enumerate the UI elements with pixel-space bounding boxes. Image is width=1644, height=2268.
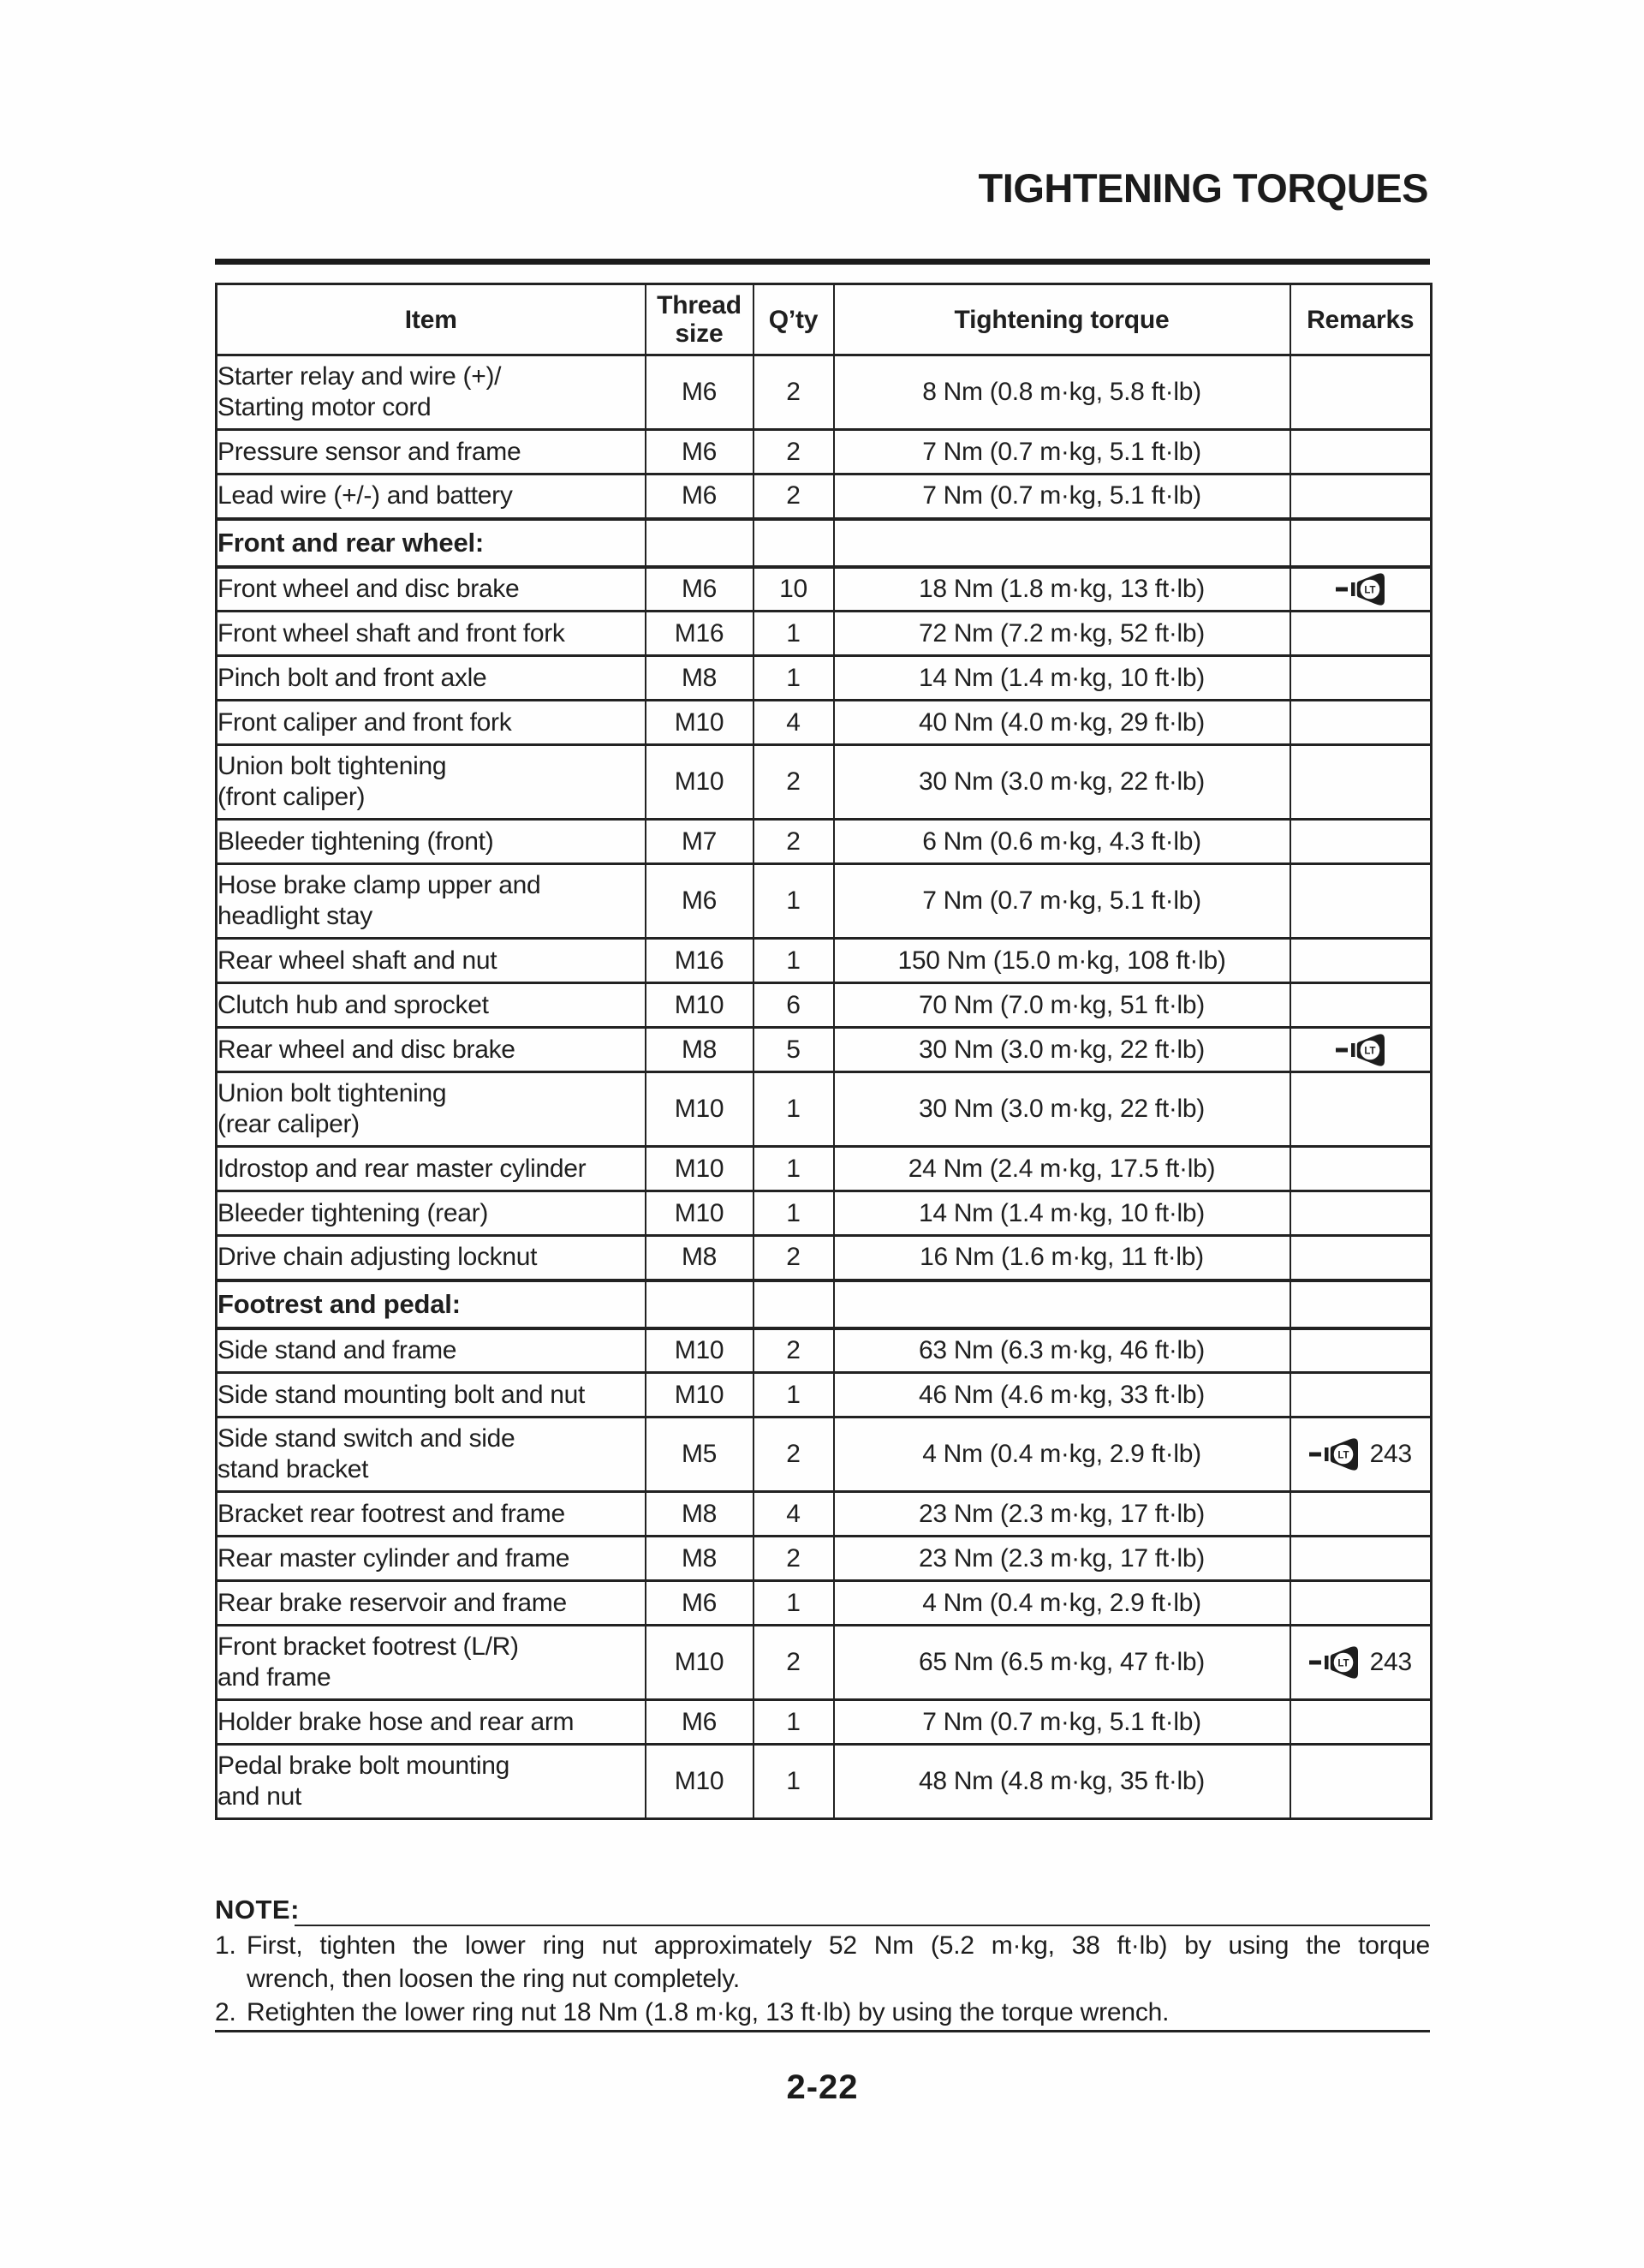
torque-cell: 48 Nm (4.8 m·kg, 35 ft·lb) — [834, 1745, 1290, 1819]
qty-cell: 2 — [754, 430, 834, 474]
thread-size-cell: M8 — [646, 1028, 754, 1072]
thread-size-cell: M6 — [646, 567, 754, 612]
note-item-line: wrench, then loosen the ring nut completely. — [247, 1965, 740, 1993]
loctite-label: LT — [1337, 1450, 1349, 1461]
item-cell: Rear master cylinder and frame — [217, 1537, 646, 1581]
item-cell: Lead wire (+/-) and battery — [217, 474, 646, 519]
thread-size-cell: M8 — [646, 656, 754, 701]
thread-size-cell: M6 — [646, 864, 754, 939]
item-cell: Clutch hub and sprocket — [217, 983, 646, 1028]
remarks-cell — [1290, 701, 1432, 745]
qty-cell: 10 — [754, 567, 834, 612]
qty-cell — [754, 1280, 834, 1328]
torque-table-body — [217, 355, 1432, 1819]
thread-size-cell: M5 — [646, 1418, 754, 1492]
item-cell: Pinch bolt and front axle — [217, 656, 646, 701]
item-cell: Front wheel shaft and front fork — [217, 612, 646, 656]
item-cell: Front wheel and disc brake — [217, 567, 646, 612]
qty-cell: 1 — [754, 1745, 834, 1819]
header-qty: Q’ty — [754, 284, 834, 355]
remarks-cell — [1290, 1072, 1432, 1147]
loctite-icon — [1309, 1644, 1359, 1681]
torque-cell: 7 Nm (0.7 m·kg, 5.1 ft·lb) — [834, 474, 1290, 519]
qty-cell: 1 — [754, 656, 834, 701]
loctite-icon — [1309, 1435, 1359, 1473]
remarks-cell — [1290, 1236, 1432, 1280]
item-cell: Front caliper and front fork — [217, 701, 646, 745]
loctite-drop-dash — [1336, 1047, 1348, 1052]
table-row — [217, 1373, 1432, 1418]
note-label: NOTE: — [215, 1895, 300, 1925]
thread-size-cell: M6 — [646, 1581, 754, 1626]
torque-cell: 4 Nm (0.4 m·kg, 2.9 ft·lb) — [834, 1581, 1290, 1626]
thread-size-cell: M10 — [646, 1745, 754, 1819]
item-cell: Rear wheel and disc brake — [217, 1028, 646, 1072]
thread-size-cell: M10 — [646, 983, 754, 1028]
item-cell: Rear brake reservoir and frame — [217, 1581, 646, 1626]
remarks-cell — [1290, 474, 1432, 519]
qty-cell: 2 — [754, 1626, 834, 1700]
header-thread-size: Thread size — [646, 284, 754, 355]
item-cell: Front and rear wheel: — [217, 519, 646, 567]
qty-cell: 1 — [754, 864, 834, 939]
torque-cell: 46 Nm (4.6 m·kg, 33 ft·lb) — [834, 1373, 1290, 1418]
remarks-cell — [1290, 1537, 1432, 1581]
table-row — [217, 745, 1432, 820]
thread-size-cell: M10 — [646, 1328, 754, 1373]
thread-size-cell: M10 — [646, 1147, 754, 1191]
torque-cell: 30 Nm (3.0 m·kg, 22 ft·lb) — [834, 1028, 1290, 1072]
table-row — [217, 1700, 1432, 1745]
remarks-cell — [1290, 1373, 1432, 1418]
qty-cell: 5 — [754, 1028, 834, 1072]
thread-size-cell: M8 — [646, 1236, 754, 1280]
table-row — [217, 1236, 1432, 1280]
thread-size-cell: M6 — [646, 430, 754, 474]
qty-cell: 1 — [754, 1373, 834, 1418]
item-cell: Drive chain adjusting locknut — [217, 1236, 646, 1280]
thread-size-cell — [646, 1280, 754, 1328]
qty-cell: 1 — [754, 1581, 834, 1626]
thread-size-cell: M6 — [646, 474, 754, 519]
torque-cell: 23 Nm (2.3 m·kg, 17 ft·lb) — [834, 1537, 1290, 1581]
thread-size-cell: M10 — [646, 701, 754, 745]
qty-cell — [754, 519, 834, 567]
note-item-line: Retighten the lower ring nut 18 Nm (1.8 m·kg, 13 ft·lb) by using the torque wrench. — [247, 1998, 1170, 2026]
table-row — [217, 983, 1432, 1028]
item-cell: Side stand mounting bolt and nut — [217, 1373, 646, 1418]
torque-cell: 8 Nm (0.8 m·kg, 5.8 ft·lb) — [834, 355, 1290, 430]
remarks-cell — [1290, 745, 1432, 820]
remarks-cell — [1290, 1700, 1432, 1745]
loctite-number: 243 — [1369, 1440, 1412, 1468]
remarks-cell — [1290, 864, 1432, 939]
remarks-cell — [1290, 519, 1432, 567]
torque-cell: 14 Nm (1.4 m·kg, 10 ft·lb) — [834, 656, 1290, 701]
loctite-drop-dash — [1309, 1453, 1321, 1457]
table-row — [217, 656, 1432, 701]
qty-cell: 1 — [754, 612, 834, 656]
qty-cell: 2 — [754, 745, 834, 820]
item-cell: Side stand switch and side stand bracket — [217, 1418, 646, 1492]
torque-cell: 70 Nm (7.0 m·kg, 51 ft·lb) — [834, 983, 1290, 1028]
qty-cell: 1 — [754, 1191, 834, 1236]
thread-size-cell: M6 — [646, 355, 754, 430]
item-cell: Holder brake hose and rear arm — [217, 1700, 646, 1745]
table-row — [217, 1626, 1432, 1700]
loctite-icon — [1336, 570, 1385, 608]
torque-cell: 6 Nm (0.6 m·kg, 4.3 ft·lb) — [834, 820, 1290, 864]
note-underline — [295, 1925, 1430, 1926]
torque-cell: 7 Nm (0.7 m·kg, 5.1 ft·lb) — [834, 1700, 1290, 1745]
thread-size-cell: M8 — [646, 1537, 754, 1581]
torque-cell: 4 Nm (0.4 m·kg, 2.9 ft·lb) — [834, 1418, 1290, 1492]
note-item — [215, 1996, 1430, 2029]
note-body — [215, 1929, 1430, 2029]
remarks-cell — [1290, 1147, 1432, 1191]
table-row — [217, 701, 1432, 745]
table-row — [217, 1147, 1432, 1191]
item-cell: Pressure sensor and frame — [217, 430, 646, 474]
table-row — [217, 1072, 1432, 1147]
torque-cell: 7 Nm (0.7 m·kg, 5.1 ft·lb) — [834, 864, 1290, 939]
section-row — [217, 1280, 1432, 1328]
table-row — [217, 430, 1432, 474]
page-number: 2-22 — [786, 2068, 859, 2106]
table-row — [217, 1537, 1432, 1581]
torque-cell: 30 Nm (3.0 m·kg, 22 ft·lb) — [834, 745, 1290, 820]
torque-cell: 7 Nm (0.7 m·kg, 5.1 ft·lb) — [834, 430, 1290, 474]
remarks-cell — [1290, 1626, 1432, 1700]
thread-size-cell: M6 — [646, 1700, 754, 1745]
qty-cell: 1 — [754, 939, 834, 983]
thread-size-cell: M16 — [646, 939, 754, 983]
loctite-drop-dash — [1309, 1661, 1321, 1665]
table-row — [217, 1191, 1432, 1236]
qty-cell: 2 — [754, 1328, 834, 1373]
note-item-marker: 1. — [215, 1931, 236, 1960]
table-row — [217, 474, 1432, 519]
table-row — [217, 1328, 1432, 1373]
qty-cell: 2 — [754, 1537, 834, 1581]
loctite-nozzle-bar — [1351, 1043, 1355, 1057]
section-row — [217, 519, 1432, 567]
thread-size-cell: M7 — [646, 820, 754, 864]
table-row — [217, 1418, 1432, 1492]
table-row — [217, 820, 1432, 864]
thread-size-cell: M10 — [646, 745, 754, 820]
header-item: Item — [217, 284, 646, 355]
title-rule — [215, 259, 1430, 265]
loctite-drop-dash — [1336, 587, 1348, 591]
item-cell: Front bracket footrest (L/R) and frame — [217, 1626, 646, 1700]
table-row — [217, 567, 1432, 612]
table-row — [217, 1028, 1432, 1072]
item-cell: Starter relay and wire (+)/ Starting motor cord — [217, 355, 646, 430]
remarks-cell — [1290, 355, 1432, 430]
note-item — [215, 1929, 1430, 1996]
torque-cell: 16 Nm (1.6 m·kg, 11 ft·lb) — [834, 1236, 1290, 1280]
table-row — [217, 355, 1432, 430]
loctite-number: 243 — [1369, 1648, 1412, 1676]
qty-cell: 2 — [754, 1236, 834, 1280]
torque-cell: 24 Nm (2.4 m·kg, 17.5 ft·lb) — [834, 1147, 1290, 1191]
thread-size-cell: M10 — [646, 1191, 754, 1236]
remarks-cell — [1290, 1581, 1432, 1626]
qty-cell: 2 — [754, 355, 834, 430]
torque-cell: 150 Nm (15.0 m·kg, 108 ft·lb) — [834, 939, 1290, 983]
qty-cell: 1 — [754, 1700, 834, 1745]
remarks-cell — [1290, 656, 1432, 701]
note-item-line: First, tighten the lower ring nut approximately 52 Nm (5.2 m·kg, 38 ft·lb) by using the torque — [247, 1931, 1430, 1960]
remarks-cell — [1290, 567, 1432, 612]
item-cell: Bleeder tightening (rear) — [217, 1191, 646, 1236]
thread-size-cell: M8 — [646, 1492, 754, 1537]
thread-size-cell: M16 — [646, 612, 754, 656]
remarks-cell — [1290, 1492, 1432, 1537]
qty-cell: 1 — [754, 1072, 834, 1147]
loctite-label: LT — [1337, 1658, 1349, 1669]
item-cell: Bleeder tightening (front) — [217, 820, 646, 864]
torque-cell: 23 Nm (2.3 m·kg, 17 ft·lb) — [834, 1492, 1290, 1537]
torque-cell: 14 Nm (1.4 m·kg, 10 ft·lb) — [834, 1191, 1290, 1236]
qty-cell: 4 — [754, 701, 834, 745]
loctite-icon — [1336, 1031, 1385, 1069]
remarks-cell — [1290, 1280, 1432, 1328]
tightening-torques-table — [215, 283, 1433, 1820]
remarks-cell — [1290, 1745, 1432, 1819]
loctite-nozzle-bar — [1325, 1656, 1329, 1669]
loctite-label: LT — [1364, 585, 1376, 596]
table-row — [217, 1581, 1432, 1626]
thread-size-cell: M10 — [646, 1626, 754, 1700]
item-cell: Bracket rear footrest and frame — [217, 1492, 646, 1537]
torque-cell — [834, 1280, 1290, 1328]
qty-cell: 4 — [754, 1492, 834, 1537]
torque-cell: 40 Nm (4.0 m·kg, 29 ft·lb) — [834, 701, 1290, 745]
item-cell: Union bolt tightening (front caliper) — [217, 745, 646, 820]
note-item-marker: 2. — [215, 1998, 236, 2026]
item-cell: Side stand and frame — [217, 1328, 646, 1373]
thread-size-cell — [646, 519, 754, 567]
torque-cell: 18 Nm (1.8 m·kg, 13 ft·lb) — [834, 567, 1290, 612]
remarks-cell — [1290, 1418, 1432, 1492]
remarks-cell — [1290, 430, 1432, 474]
torque-cell: 65 Nm (6.5 m·kg, 47 ft·lb) — [834, 1626, 1290, 1700]
header-remarks: Remarks — [1290, 284, 1432, 355]
qty-cell: 2 — [754, 820, 834, 864]
thread-size-cell: M10 — [646, 1373, 754, 1418]
qty-cell: 6 — [754, 983, 834, 1028]
remarks-cell — [1290, 1191, 1432, 1236]
table-row — [217, 1745, 1432, 1819]
loctite-nozzle-bar — [1351, 582, 1355, 596]
header-tightening-torque: Tightening torque — [834, 284, 1290, 355]
note-bottom-rule — [215, 2030, 1430, 2032]
qty-cell: 2 — [754, 474, 834, 519]
remarks-cell — [1290, 939, 1432, 983]
table-header-row — [217, 284, 1432, 355]
loctite-nozzle-bar — [1325, 1447, 1329, 1461]
table-row — [217, 612, 1432, 656]
qty-cell: 2 — [754, 1418, 834, 1492]
thread-size-cell: M10 — [646, 1072, 754, 1147]
item-cell: Union bolt tightening (rear caliper) — [217, 1072, 646, 1147]
table-row — [217, 1492, 1432, 1537]
torque-cell: 72 Nm (7.2 m·kg, 52 ft·lb) — [834, 612, 1290, 656]
remarks-cell — [1290, 1328, 1432, 1373]
page-title: TIGHTENING TORQUES — [978, 165, 1428, 211]
remarks-cell — [1290, 612, 1432, 656]
torque-cell: 30 Nm (3.0 m·kg, 22 ft·lb) — [834, 1072, 1290, 1147]
item-cell: Footrest and pedal: — [217, 1280, 646, 1328]
table-row — [217, 939, 1432, 983]
item-cell: Pedal brake bolt mounting and nut — [217, 1745, 646, 1819]
remarks-cell — [1290, 983, 1432, 1028]
remarks-cell — [1290, 820, 1432, 864]
table-row — [217, 864, 1432, 939]
torque-cell — [834, 519, 1290, 567]
item-cell: Idrostop and rear master cylinder — [217, 1147, 646, 1191]
loctite-label: LT — [1364, 1045, 1376, 1056]
item-cell: Hose brake clamp upper and headlight stay — [217, 864, 646, 939]
qty-cell: 1 — [754, 1147, 834, 1191]
remarks-cell — [1290, 1028, 1432, 1072]
torque-cell: 63 Nm (6.3 m·kg, 46 ft·lb) — [834, 1328, 1290, 1373]
item-cell: Rear wheel shaft and nut — [217, 939, 646, 983]
